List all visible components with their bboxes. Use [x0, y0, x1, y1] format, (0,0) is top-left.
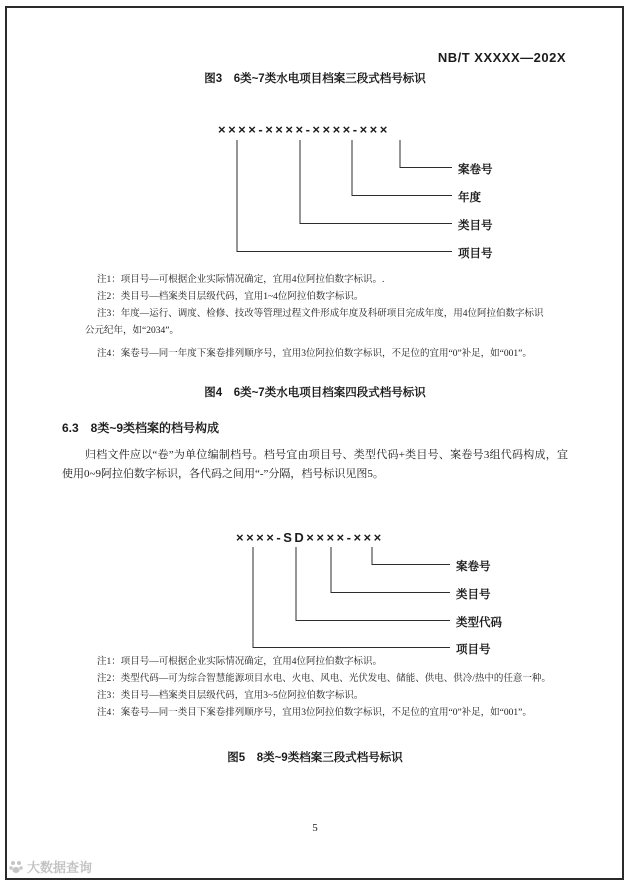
watermark-text: 大数据查询: [27, 860, 93, 875]
note-item: 注2：类目号—档案类目层级代码，宜用1~4位阿拉伯数字标识。: [97, 292, 364, 302]
watermark-paw-icon: [8, 859, 24, 875]
note-item: 注2：类型代码—可为综合智慧能源项目水电、火电、风电、光伏发电、储能、供电、供冷/热中的任意一种。: [97, 674, 551, 684]
page-number: 5: [312, 822, 318, 834]
diagram1-label-year: 年度: [458, 192, 481, 204]
document-number-header: NB/T XXXXX—202X: [437, 50, 566, 65]
note-item: 注4：案卷号—同一年度下案卷排列顺序号，宜用3位阿拉伯数字标识，不足位的宜用“0”补足，如“001”。: [97, 349, 532, 359]
diagram2-label-volume-number: 案卷号: [456, 561, 491, 573]
diagram1-label-volume-number: 案卷号: [458, 164, 493, 176]
diagram2-label-type-code: 类型代码: [456, 617, 502, 629]
diagram2-archive-code: ××××-SD××××-×××: [236, 530, 384, 545]
section-heading-6-3: 6.3 8类~9类档案的档号构成: [62, 421, 220, 435]
figure3-caption: 图3 6类~7类水电项目档案三段式档号标识: [204, 73, 426, 85]
diagram2-label-category-number: 类目号: [456, 589, 491, 601]
note-item: 注3：年度—运行、调度、检修、技改等管理过程文件形成年度及科研项目完成年度，用4位阿拉伯数字标识公元纪年，如“2034”。: [85, 309, 544, 336]
diagram2-label-project-number: 项目号: [456, 644, 491, 656]
watermark: [8, 857, 92, 876]
section-paragraph: 归档文件应以“卷”为单位编制档号。档号宜由项目号、类型代码+类目号、案卷号3组代码构成，宜使用0~9阿拉伯数字标识，各代码之间用“-”分隔，档号标识见图5。: [62, 449, 568, 480]
note-item: 注4：案卷号—同一类目下案卷排列顺序号，宜用3位阿拉伯数字标识，不足位的宜用“0”补足，如“001”。: [97, 708, 532, 718]
diagram1-label-category-number: 类目号: [458, 220, 493, 232]
note-item: 注1：项目号—可根据企业实际情况确定，宜用4位阿拉伯数字标识。: [97, 657, 383, 667]
figure4-caption: 图4 6类~7类水电项目档案四段式档号标识: [204, 387, 426, 399]
figure4-notes: [85, 272, 547, 363]
diagram1-label-project-number: 项目号: [458, 248, 493, 260]
figure5-notes: [85, 654, 585, 722]
note-item: 注3：类目号—档案类目层级代码，宜用3~5位阿拉伯数字标识。: [97, 691, 364, 701]
note-item: 注1：项目号—可根据企业实际情况确定，宜用4位阿拉伯数字标识。.: [97, 275, 385, 285]
figure5-caption: 图5 8类~9类档案三段式档号标识: [227, 752, 403, 764]
diagram1-archive-code: ××××-××××-××××-×××: [218, 122, 390, 137]
